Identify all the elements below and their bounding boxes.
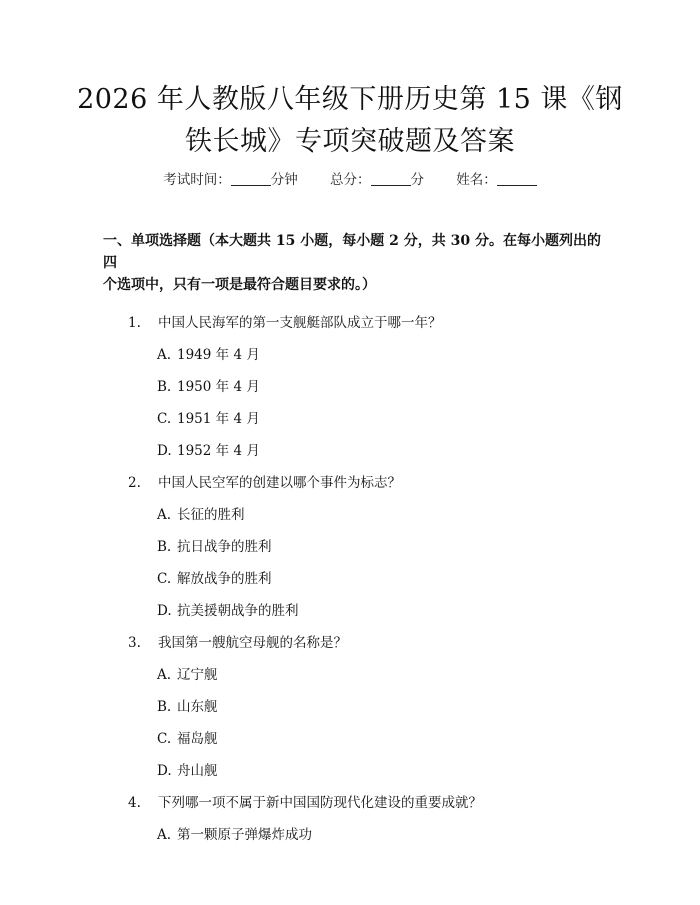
option-text: 福岛舰 bbox=[177, 731, 218, 747]
option-text: 1949 年 4 月 bbox=[177, 347, 260, 363]
name-blank bbox=[497, 173, 537, 186]
exam-time-unit: 分钟 bbox=[270, 172, 298, 188]
question-1-option-c bbox=[157, 407, 260, 427]
question-number: 1. bbox=[128, 315, 141, 331]
option-text: 长征的胜利 bbox=[177, 507, 245, 523]
total-score-label: 总分： bbox=[330, 172, 371, 188]
question-3-option-b bbox=[157, 695, 218, 715]
name-field bbox=[456, 172, 537, 188]
question-2-option-a bbox=[157, 503, 245, 523]
question-2-option-c bbox=[157, 567, 272, 587]
option-letter: A. bbox=[157, 347, 172, 363]
question-number: 2. bbox=[128, 475, 141, 491]
question-2-option-b bbox=[157, 535, 272, 555]
section-heading bbox=[103, 230, 603, 296]
exam-time-blank bbox=[231, 173, 271, 186]
option-letter: B. bbox=[157, 539, 172, 555]
option-text: 舟山舰 bbox=[177, 763, 218, 779]
option-letter: B. bbox=[157, 699, 172, 715]
question-3-option-c bbox=[157, 727, 218, 747]
option-text: 抗日战争的胜利 bbox=[177, 539, 272, 555]
option-letter: D. bbox=[157, 603, 172, 619]
question-text: 下列哪一项不属于新中国国防现代化建设的重要成就？ bbox=[158, 795, 482, 811]
exam-time-field bbox=[163, 172, 302, 188]
question-text: 中国人民空军的创建以哪个事件为标志？ bbox=[158, 475, 401, 491]
exam-meta bbox=[0, 168, 700, 188]
total-score-unit: 分 bbox=[410, 172, 424, 188]
option-text: 辽宁舰 bbox=[177, 667, 218, 683]
page-title-line-1: 2026 年人教版八年级下册历史第 15 课《钢 bbox=[77, 84, 623, 115]
question-3-option-a bbox=[157, 663, 218, 683]
question-text: 我国第一艘航空母舰的名称是？ bbox=[158, 635, 347, 651]
option-letter: D. bbox=[157, 763, 172, 779]
question-1 bbox=[128, 311, 442, 331]
option-text: 第一颗原子弹爆炸成功 bbox=[177, 827, 312, 843]
option-text: 抗美援朝战争的胜利 bbox=[177, 603, 299, 619]
question-number: 3. bbox=[128, 635, 141, 651]
option-letter: B. bbox=[157, 379, 172, 395]
option-text: 1951 年 4 月 bbox=[177, 411, 260, 427]
question-3-option-d bbox=[157, 759, 218, 779]
question-2-option-d bbox=[157, 599, 299, 619]
option-text: 1950 年 4 月 bbox=[177, 379, 260, 395]
section-heading-line-2: 个选项中，只有一项是最符合题目要求的。） bbox=[103, 277, 376, 293]
option-letter: A. bbox=[157, 667, 172, 683]
name-label: 姓名： bbox=[456, 172, 497, 188]
question-3 bbox=[128, 631, 347, 651]
page-title-line-2: 铁长城》专项突破题及答案 bbox=[185, 126, 515, 157]
question-text: 中国人民海军的第一支舰艇部队成立于哪一年？ bbox=[158, 315, 442, 331]
option-letter: C. bbox=[157, 411, 172, 427]
option-letter: D. bbox=[157, 443, 172, 459]
question-4-option-a bbox=[157, 823, 312, 843]
total-score-field bbox=[330, 172, 428, 188]
option-letter: C. bbox=[157, 571, 172, 587]
question-1-option-a bbox=[157, 343, 260, 363]
total-score-blank bbox=[371, 173, 411, 186]
option-text: 山东舰 bbox=[177, 699, 218, 715]
question-1-option-d bbox=[157, 439, 260, 459]
question-1-option-b bbox=[157, 375, 260, 395]
exam-time-label: 考试时间： bbox=[163, 172, 231, 188]
option-letter: C. bbox=[157, 731, 172, 747]
option-text: 1952 年 4 月 bbox=[177, 443, 260, 459]
option-text: 解放战争的胜利 bbox=[177, 571, 272, 587]
question-number: 4. bbox=[128, 795, 141, 811]
question-4 bbox=[128, 791, 482, 811]
option-letter: A. bbox=[157, 827, 172, 843]
section-heading-line-1: 一、单项选择题（本大题共 15 小题，每小题 2 分，共 30 分。在每小题列出的四 bbox=[103, 233, 601, 271]
option-letter: A. bbox=[157, 507, 172, 523]
question-2 bbox=[128, 471, 401, 491]
